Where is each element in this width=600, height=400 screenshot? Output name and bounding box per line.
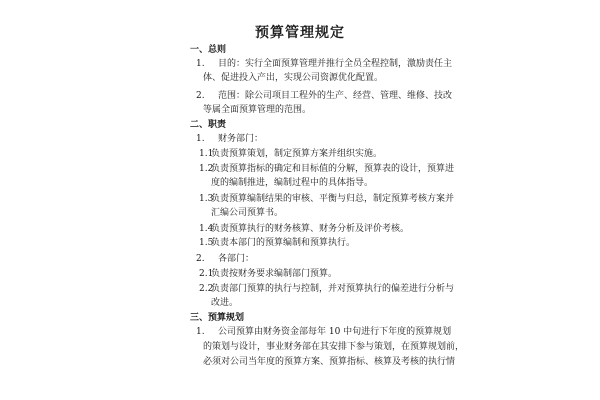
paragraph-line: 财务部门：: [218, 134, 264, 144]
item-number: 2.: [196, 91, 205, 101]
paragraph-line: 体、促进投入产出，实现公司资源优化配置。: [203, 73, 384, 83]
paragraph-line: 目的：实行全面预算管理并推行全员全程控制，激励责任主: [218, 59, 453, 69]
paragraph-line: 各部门：: [218, 254, 255, 264]
paragraph-line: 负责预算执行的财务核算、财务分析及评价考核。: [211, 224, 410, 234]
paragraph-line: 汇编公司预算书。: [211, 208, 284, 218]
paragraph-line: 负责按财务要求编制部门预算。: [211, 269, 338, 279]
item-number: 1.: [196, 327, 205, 337]
paragraph-line: 负责预算策划，制定预算方案并组织实施。: [211, 149, 383, 159]
item-number: 1.5: [199, 238, 214, 248]
item-number: 1.3: [199, 194, 214, 204]
item-number: 1.2: [199, 164, 214, 174]
paragraph-line: 公司预算由财务资金部每年 10 中旬进行下年度的预算规划: [218, 327, 452, 337]
item-number: 1.1: [199, 149, 214, 159]
paragraph-line: 改进。: [211, 298, 239, 308]
paragraph-line: 度的编制推进，编制过程中的具体指导。: [211, 178, 374, 188]
paragraph-line: 必须对公司当年度的预算方案、预算指标、核算及考核的执行情: [203, 357, 456, 367]
item-number: 2.2: [199, 284, 214, 294]
paragraph-line: 等属全面预算管理的范围。: [203, 105, 312, 115]
item-number: 1.4: [199, 224, 214, 234]
paragraph-line: 负责预算指标的确定和目标值的分解，预算表的设计，预算进: [211, 164, 455, 174]
paragraph-line: 负责预算编制结果的审核、平衡与归总，制定预算考核方案并: [211, 194, 455, 204]
item-number: 2.: [196, 254, 205, 264]
section-heading-general: 一、总则: [190, 45, 227, 55]
paragraph-line: 的策划与设计，事业财务部在其安排下参与策划，在预算规划前，: [203, 342, 465, 352]
paragraph-line: 负责部门预算的执行与控制，并对预算执行的偏差进行分析与: [211, 284, 455, 294]
section-heading-duties: 二、职责: [190, 120, 227, 130]
item-number: 1.: [196, 59, 205, 69]
paragraph-line: 负责本部门的预算编制和预算执行。: [211, 238, 356, 248]
document-title: 预算管理规定: [255, 25, 345, 41]
item-number: 2.1: [199, 269, 214, 279]
item-number: 1.: [196, 134, 205, 144]
paragraph-line: 范围：除公司项目工程外的生产、经营、管理、维修、技改: [218, 91, 453, 101]
section-heading-budget-planning: 三、预算规划: [190, 313, 245, 323]
